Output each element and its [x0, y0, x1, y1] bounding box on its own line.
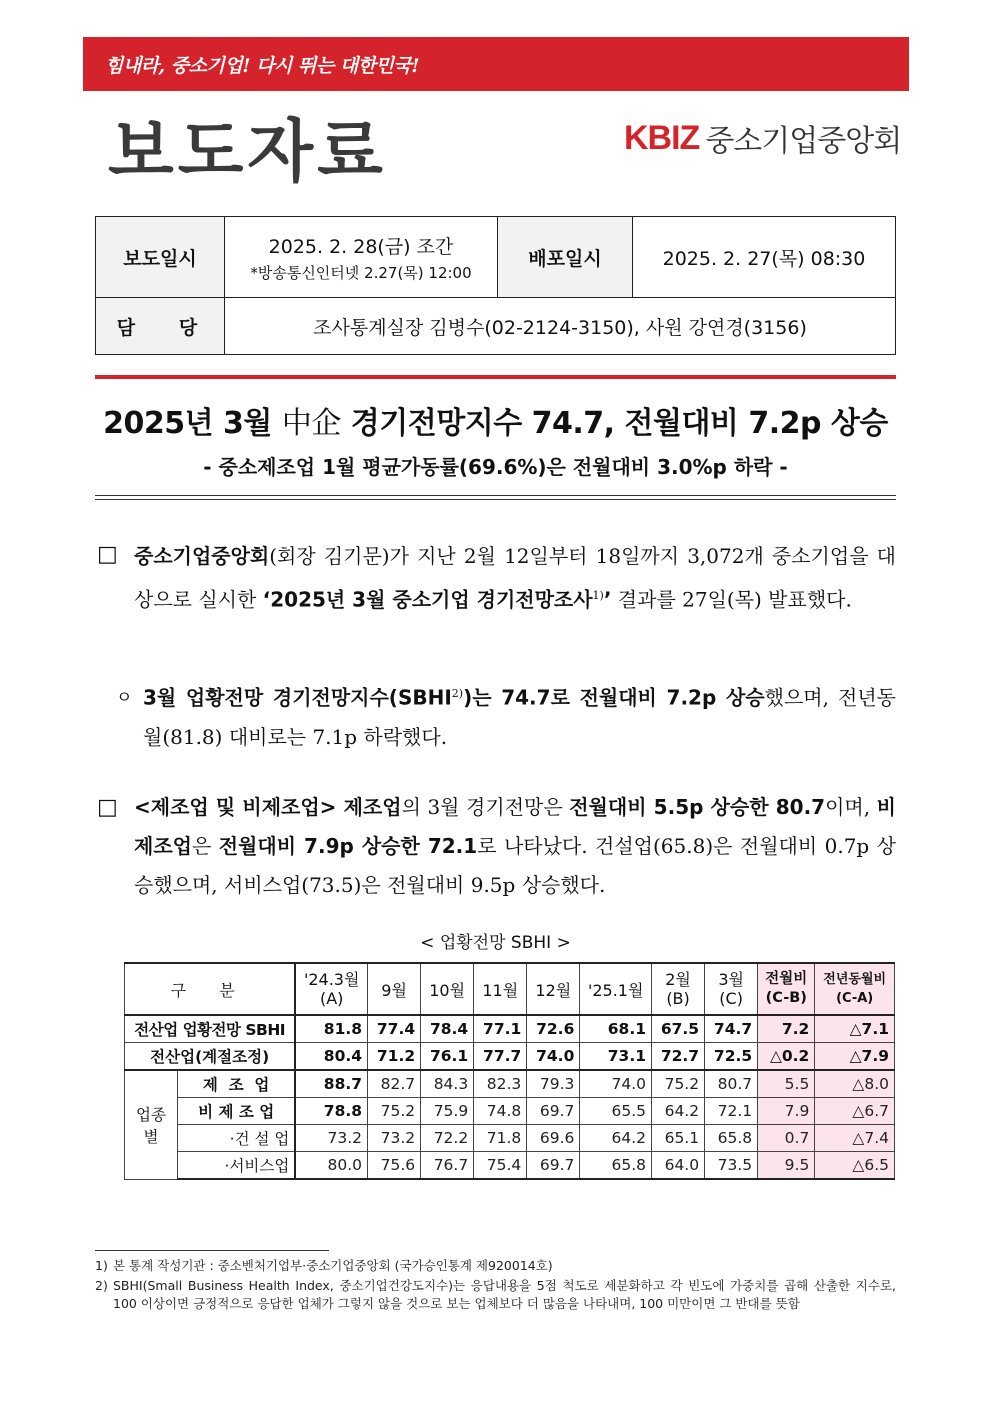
group-label: 업종별: [125, 1070, 178, 1179]
sbhi-table: [124, 962, 895, 1180]
footnote-2: [95, 1277, 896, 1313]
table-cell: 65.8: [705, 1125, 758, 1152]
table-cell: 65.1: [652, 1125, 705, 1152]
table-cell: 72.2: [421, 1125, 474, 1152]
table-cell: 65.8: [580, 1152, 652, 1180]
p1-bold-3: ’: [603, 587, 612, 612]
header-cell: 9월: [368, 963, 421, 1015]
distribution-date-label: 배포일시: [498, 217, 633, 298]
table-cell: 84.3: [421, 1070, 474, 1098]
paragraph-1: [134, 537, 896, 620]
table-cell: 67.5: [652, 1015, 705, 1043]
slogan-text: 힘내라, 중소기업! 다시 뛰는 대한민국!: [105, 55, 420, 77]
slogan-banner: [83, 37, 909, 91]
table-cell: 75.2: [652, 1070, 705, 1098]
table-row: [125, 1043, 895, 1071]
checkbox-bullet-icon: □: [97, 542, 118, 567]
kbiz-logo: [624, 118, 901, 158]
table-cell: 68.1: [580, 1015, 652, 1043]
table-cell: 75.2: [368, 1098, 421, 1125]
table-cell: 64.2: [652, 1098, 705, 1125]
table-cell: △6.5: [815, 1152, 895, 1180]
table-cell: 64.0: [652, 1152, 705, 1180]
row-label: 전산업 업황전망 SBHI: [125, 1015, 296, 1043]
p1-bold-1: 중소기업중앙회: [134, 544, 270, 568]
row-label: 제 조 업: [178, 1070, 296, 1098]
table-cell: 88.7: [295, 1070, 367, 1098]
p2-bold-1: 3월 업황전망 경기전망지수(SBHI: [143, 685, 452, 710]
table-cell: 74.7: [705, 1015, 758, 1043]
table-cell: 65.5: [580, 1098, 652, 1125]
release-date-cell: [225, 217, 498, 298]
table-cell: 72.7: [652, 1043, 705, 1071]
p3-text-4: 로 나타났다. 건설업(65.8)은 전월대비 0.7p 상승했으며, 서비스업(73.5)은 전월대비 9.5p 상승했다.: [134, 834, 896, 897]
p2-text-1: 했으며, 전년동월(81.8) 대비로는 7.1p 하락했다.: [143, 685, 896, 749]
red-divider: [95, 375, 896, 379]
table-cell: 71.2: [368, 1043, 421, 1071]
table-cell: 75.9: [421, 1098, 474, 1125]
circle-bullet-icon: ㅇ: [116, 688, 133, 708]
footnote-1-number: 1): [95, 1258, 108, 1273]
p3-bold-3: 비제조업: [134, 795, 896, 858]
table-cell: △6.7: [815, 1098, 895, 1125]
header-cell: 12월: [527, 963, 580, 1015]
table-cell: 82.7: [368, 1070, 421, 1098]
subheadline: - 중소제조업 1월 평균가동률(69.6%)은 전월대비 3.0%p 하락 -: [203, 455, 788, 479]
release-date-label: 보도일시: [96, 217, 225, 298]
header-cell: 전월비 (C-B): [758, 963, 815, 1015]
table-cell: 9.5: [758, 1152, 815, 1180]
table-cell: 72.5: [705, 1043, 758, 1071]
footnote-1-text: 본 통계 작성기관 : 중소벤처기업부·중소기업중앙회 (국가승인통계 제920014호): [113, 1258, 553, 1273]
row-label: ·서비스업: [178, 1152, 296, 1180]
double-divider: [95, 495, 896, 500]
table-cell: 74.0: [580, 1070, 652, 1098]
table-cell: 77.7: [474, 1043, 527, 1071]
p1-text-1: (회장 김기문)가 지난 2월 12일부터 18일까지 3,072개 중소기업을 대상으로 실시한: [134, 544, 896, 612]
table-cell: 69.7: [527, 1098, 580, 1125]
p1-bold-2: ‘2025년 3월 중소기업 경기전망조사: [262, 587, 593, 612]
p3-text-1: 의 3월 경기전망은: [401, 795, 570, 819]
table-cell: 80.0: [295, 1152, 367, 1180]
table-cell: 74.8: [474, 1098, 527, 1125]
p1-footnote-ref: 1): [592, 589, 604, 602]
contact-label: 담 당: [96, 298, 225, 355]
table-cell: 75.6: [368, 1152, 421, 1180]
table-cell: 78.8: [295, 1098, 367, 1125]
p3-text-3: 은: [191, 834, 219, 858]
table-cell: △8.0: [815, 1070, 895, 1098]
table-cell: 7.2: [758, 1015, 815, 1043]
table-cell: 77.4: [368, 1015, 421, 1043]
p1-text-2: 결과를 27일(목) 발표했다.: [611, 587, 852, 612]
footnote-1: [95, 1257, 896, 1275]
table-cell: 75.4: [474, 1152, 527, 1180]
table-cell: 76.1: [421, 1043, 474, 1071]
table-cell: 69.6: [527, 1125, 580, 1152]
logo-org-name: 중소기업중앙회: [705, 124, 902, 159]
release-note: *방송통신인터넷 2.27(목) 12:00: [250, 263, 472, 282]
p3-bold-2: 전월대비 5.5p 상승한 80.7: [569, 795, 826, 819]
table-cell: 71.8: [474, 1125, 527, 1152]
p3-bold-4: 전월대비 7.9p 상승한 72.1: [218, 834, 478, 858]
paragraph-2: [143, 674, 896, 757]
header-cell: '24.3월 (A): [295, 963, 367, 1015]
header-cell: 10월: [421, 963, 474, 1015]
table-cell: 72.6: [527, 1015, 580, 1043]
headline-part1: 2025년 3월: [103, 406, 272, 441]
table-cell: △7.4: [815, 1125, 895, 1152]
row-label: ·건 설 업: [178, 1125, 296, 1152]
table-cell: 76.7: [421, 1152, 474, 1180]
table-cell: 74.0: [527, 1043, 580, 1071]
footnote-2-number: 2): [95, 1278, 108, 1293]
table-cell: 69.7: [527, 1152, 580, 1180]
p2-footnote-ref: 2): [451, 687, 464, 700]
release-date-value: 2025. 2. 28(금) 조간: [268, 235, 454, 258]
header-cell: 2월 (B): [652, 963, 705, 1015]
headline-part2: 中企: [281, 406, 341, 441]
table-cell: 79.3: [527, 1070, 580, 1098]
table-cell: 0.7: [758, 1125, 815, 1152]
table-row: [125, 1098, 895, 1125]
table-title: < 업황전망 SBHI >: [420, 933, 571, 953]
table-cell: 7.9: [758, 1098, 815, 1125]
table-cell: 73.5: [705, 1152, 758, 1180]
header-division: 구 분: [125, 963, 296, 1015]
paragraph-3: [134, 788, 896, 905]
table-cell: 73.2: [368, 1125, 421, 1152]
distribution-date-value: 2025. 2. 27(목) 08:30: [633, 217, 896, 298]
table-cell: 78.4: [421, 1015, 474, 1043]
table-row: [125, 1070, 895, 1098]
table-cell: 64.2: [580, 1125, 652, 1152]
checkbox-bullet-icon: □: [97, 795, 118, 820]
table-cell: △0.2: [758, 1043, 815, 1071]
table-row: [125, 1152, 895, 1180]
table-cell: 77.1: [474, 1015, 527, 1043]
table-cell: 73.1: [580, 1043, 652, 1071]
table-cell: 80.4: [295, 1043, 367, 1071]
contact-value: 조사통계실장 김병수(02-2124-3150), 사원 강연경(3156): [225, 298, 896, 355]
table-cell: 73.2: [295, 1125, 367, 1152]
p2-bold-2: )는 74.7로 전월대비 7.2p 상승: [463, 685, 765, 710]
table-row: [125, 1125, 895, 1152]
header-cell: '25.1월: [580, 963, 652, 1015]
table-cell: 82.3: [474, 1070, 527, 1098]
headline-part3: 경기전망지수 74.7, 전월대비 7.2p 상승: [350, 406, 888, 441]
page-title: 보도자료: [108, 113, 387, 192]
header-cell: 전년동월비 (C-A): [815, 963, 895, 1015]
p3-bold-1: <제조업 및 비제조업> 제조업: [134, 795, 402, 819]
header-cell: 3월 (C): [705, 963, 758, 1015]
table-cell: 5.5: [758, 1070, 815, 1098]
table-cell: △7.9: [815, 1043, 895, 1071]
logo-mark: KBIZ: [624, 118, 700, 157]
p3-text-2: 이며,: [825, 795, 877, 819]
table-row: [125, 1015, 895, 1043]
table-cell: 81.8: [295, 1015, 367, 1043]
release-info-table: [95, 216, 896, 355]
footnote-divider: [95, 1250, 329, 1251]
table-header-row: [125, 963, 895, 1015]
row-label: 비 제 조 업: [178, 1098, 296, 1125]
table-cell: 80.7: [705, 1070, 758, 1098]
table-cell: 72.1: [705, 1098, 758, 1125]
table-cell: △7.1: [815, 1015, 895, 1043]
headline: [95, 398, 896, 442]
header-cell: 11월: [474, 963, 527, 1015]
row-label: 전산업(계절조정): [125, 1043, 296, 1071]
footnote-2-text: SBHI(Small Business Health Index, 중소기업건강도지수)는 응답내용을 5점 척도로 세분화하고 각 빈도에 가중치를 곱해 산출한 지수로, 100 이상이면 긍정적으로 응답한 업체가 그렇지 않을 것으로 보는 업체보다 더 많음을 나타내며, 100 미만이면 그 반대를 뜻함: [113, 1278, 896, 1311]
